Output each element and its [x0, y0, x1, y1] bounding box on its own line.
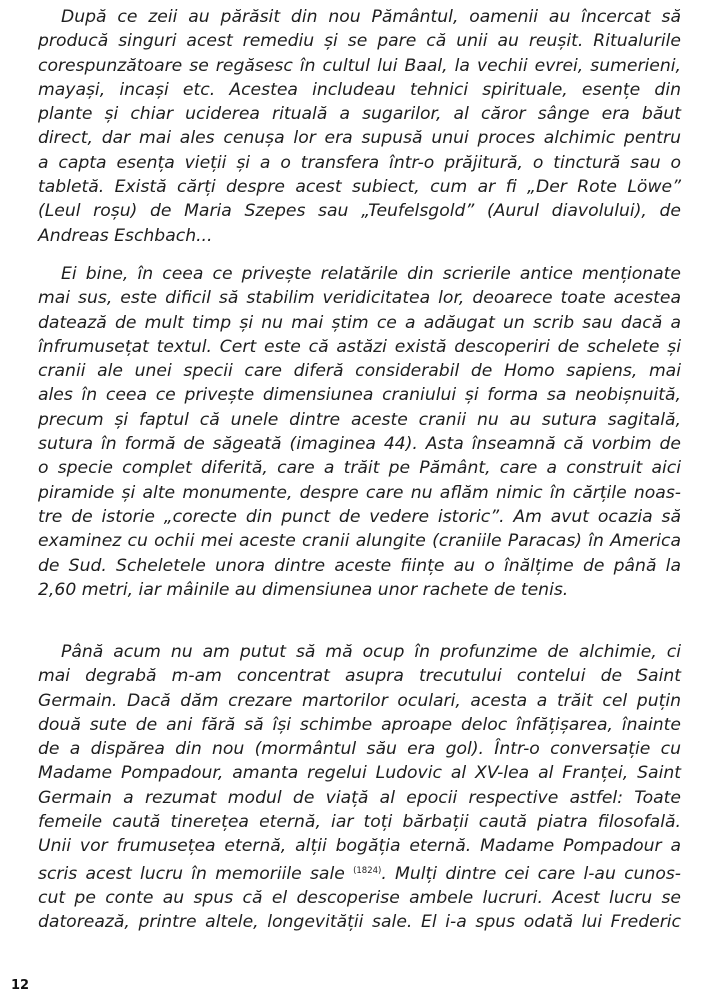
citation-note: (1824): [353, 865, 382, 876]
text-line-with-footnote: [38, 859, 681, 886]
paragraph-3: [38, 640, 681, 935]
paragraph-1: [38, 5, 681, 248]
text-line: înfrumusețat textul. Cert este că astăzi există descoperiri de schelete și: [38, 336, 681, 357]
text-line: femeile caută tinerețea eternă, iar toți bărbații caută piatra filosofală.: [38, 812, 681, 833]
text-line: a capta esența vieții și a o transfera într-o prăjitură, o tinctură sau o: [38, 152, 681, 173]
text-line: sutura în formă de săgeată (imaginea 44). Asta înseamnă că vorbim de: [38, 434, 681, 455]
text-line: Madame Pompadour, amanta regelui Ludovic al XV-lea al Franței, Saint: [38, 763, 681, 784]
text-line: Până acum nu am putut să mă ocup în profunzime de alchimie, ci: [61, 642, 681, 662]
text-line: Germain. Dacă dăm crezare martorilor oculari, acesta a trăit cel puțin: [38, 690, 681, 711]
page-number: 12: [11, 978, 30, 993]
text-line: de a dispărea din nou (mormântul său era gol). Într-o conversație cu: [38, 739, 681, 760]
text-line: precum și faptul că unele dintre aceste cranii nu au sutura sagitală,: [38, 409, 681, 430]
text-line: mayași, incași etc. Acestea includeau tehnici spirituale, esențe din: [38, 79, 681, 100]
text-line: mai sus, este dificil să stabilim veridicitatea lor, deoarece toate acestea: [38, 288, 681, 309]
paragraph-2: [38, 262, 681, 602]
text-line: plante și chiar uciderea rituală a sugarilor, al căror sânge era băut: [38, 104, 681, 125]
text-line: După ce zeii au părăsit din nou Pământul, oamenii au încercat să: [61, 7, 681, 27]
text-line: cut pe conte au spus că el descoperise ambele lucruri. Acest lucru se: [38, 887, 681, 908]
text-line: producă singuri acest remediu și se pare că unii au reușit. Ritualurile: [38, 31, 681, 52]
text-segment: scris acest lucru în memoriile sale: [38, 863, 345, 884]
text-line: 2,60 metri, iar mâinile au dimensiunea unor rachete de tenis.: [38, 579, 569, 600]
text-line: corespunzătoare se regăsesc în cultul lui Baal, la vechii evrei, sumerieni,: [38, 55, 681, 76]
text-line: mai degrabă m-am concentrat asupra trecutului contelui de Saint: [38, 666, 681, 687]
text-line: datorează, printre altele, longevității sale. El i-a spus odată lui Frederic: [38, 912, 681, 933]
text-line: Andreas Eschbach...: [38, 225, 213, 246]
text-line: Germain a rezumat modul de viață al epocii respective astfel: Toate: [38, 787, 681, 808]
text-line: ales în ceea ce privește dimensiunea craniului și forma sa neobișnuită,: [38, 385, 681, 406]
text-line: cranii ale unei specii care diferă considerabil de Homo sapiens, mai: [38, 361, 681, 382]
text-line: două sute de ani fără să își schimbe aproape deloc înfățișarea, înainte: [38, 714, 681, 735]
text-line: Ei bine, în ceea ce privește relatările din scrierile antice menționate: [61, 264, 681, 284]
text-line: piramide și alte monumente, despre care nu aflăm nimic în cărțile noas-: [38, 482, 681, 503]
text-segment: . Mulți dintre cei care l-au cunos-: [381, 863, 682, 884]
text-line: de Sud. Scheletele unora dintre aceste ființe au o înălțime de până la: [38, 555, 681, 576]
text-line: o specie complet diferită, care a trăit pe Pământ, care a construit aici: [38, 458, 681, 479]
text-line: tre de istorie „corecte din punct de vedere istoric”. Am avut ocazia să: [38, 506, 681, 527]
text-line: datează de mult timp și nu mai știm ce a adăugat un scrib sau dacă a: [38, 312, 681, 333]
text-line: tabletă. Există cărți despre acest subiect, cum ar fi „Der Rote Löwe”: [38, 177, 681, 198]
text-line: examinez cu ochii mei aceste cranii alungite (craniile Paracas) în America: [38, 531, 681, 552]
text-line: direct, dar mai ales cenușa lor era supusă unui proces alchimic pentru: [38, 128, 681, 149]
text-line: (Leul roșu) de Maria Szepes sau „Teufelsgold” (Aurul diavolului), de: [38, 201, 681, 222]
text-line: Unii vor frumusețea eternă, alții bogăția eternă. Madame Pompadour a: [38, 836, 681, 857]
